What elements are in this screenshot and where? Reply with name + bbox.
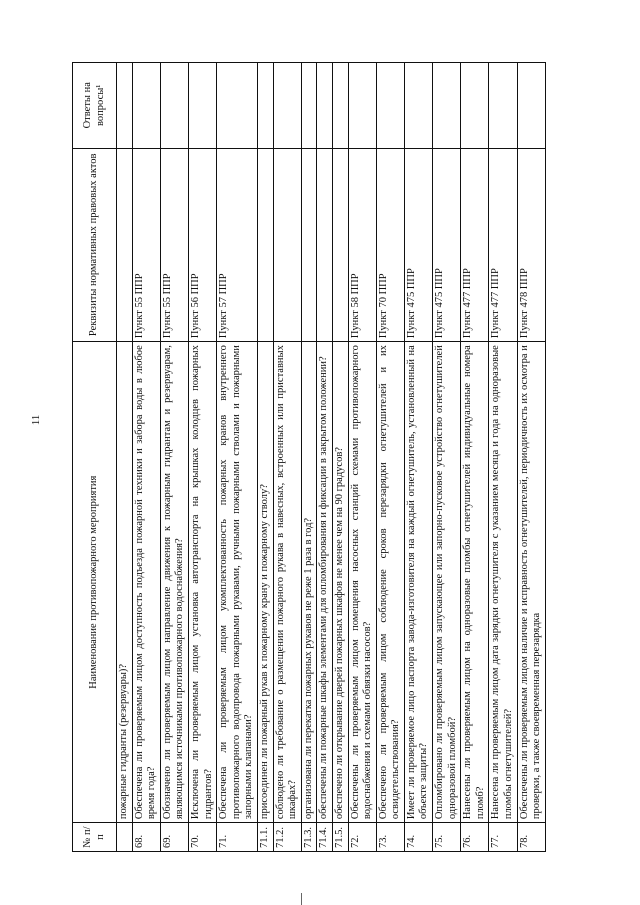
row-answer (404, 63, 432, 149)
table-row (317, 63, 333, 852)
row-measure-name: Обеспечены ли проверяемым лицом помещения насосных станций схемами противопожарного водоснабжения и схемами обвязки насосов? (348, 342, 376, 823)
row-answer (160, 63, 188, 149)
row-number: 74. (404, 823, 432, 852)
row-answer (461, 63, 489, 149)
row-number: 68. (132, 823, 160, 852)
row-legal-reference (301, 148, 317, 342)
row-answer (332, 63, 348, 149)
table-row (404, 63, 432, 852)
row-answer (517, 63, 545, 149)
row-legal-reference: Пункт 477 ППР (489, 148, 517, 342)
header-measure-name: Наименование противопожарного мероприятия (73, 342, 117, 823)
row-measure-name: Обеспечена ли проверяемым лицом доступность подъезда пожарной техники и забора воды в любое время года? (132, 342, 160, 823)
table-row (273, 63, 301, 852)
row-measure-name: Исключена ли проверяемым лицом установка автотранспорта на крышках колодцев пожарных гидрантов? (188, 342, 216, 823)
row-number: 71.5. (332, 823, 348, 852)
row-answer (317, 63, 333, 149)
row-legal-reference: Пункт 478 ППР (517, 148, 545, 342)
row-legal-reference: Пункт 70 ППР (376, 148, 404, 342)
row-answer (257, 63, 273, 149)
row-legal-reference (117, 148, 133, 342)
row-answer (433, 63, 461, 149)
row-number: 71.3. (301, 823, 317, 852)
row-measure-name: Нанесены ли проверяемым лицом на одноразовые пломбы огнетушителей индивидуальные номера пломб? (461, 342, 489, 823)
row-legal-reference (273, 148, 301, 342)
row-measure-name: Нанесена ли проверяемым лицом дата зарядки огнетушителя с указанием месяца и года на одноразовые пломбы огнетушителей? (489, 342, 517, 823)
table-row (217, 63, 258, 852)
page-number: 11 (30, 414, 42, 426)
row-answer (117, 63, 133, 149)
row-measure-name: Обеспечено ли проверяемым лицом соблюдение сроков перезарядки огнетушителей и их освидетельствования? (376, 342, 404, 823)
row-answer (188, 63, 216, 149)
row-number: 76. (461, 823, 489, 852)
row-measure-name: соблюдено ли требование о размещении пожарного рукава в навесных, встроенных или приставных шкафах? (273, 342, 301, 823)
row-number: 78. (517, 823, 545, 852)
table-row (117, 63, 133, 852)
row-legal-reference: Пункт 55 ППР (132, 148, 160, 342)
row-number: 73. (376, 823, 404, 852)
row-number: 75. (433, 823, 461, 852)
row-legal-reference: Пункт 58 ППР (348, 148, 376, 342)
header-legal-reference: Реквизиты нормативных правовых актов (73, 148, 117, 342)
row-legal-reference (257, 148, 273, 342)
row-number: 70. (188, 823, 216, 852)
row-number: 72. (348, 823, 376, 852)
row-answer (273, 63, 301, 149)
row-number (117, 823, 133, 852)
table-row (461, 63, 489, 852)
row-measure-name: Обеспечены ли проверяемым лицом наличие и исправность огнетушителей, периодичность их осмотра и проверки, а также своевременная перезарядка (517, 342, 545, 823)
row-number: 71.2. (273, 823, 301, 852)
row-number: 71.4. (317, 823, 333, 852)
row-measure-name: обеспечены ли пожарные шкафы элементами для опломбирования и фиксации в закрытом положении? (317, 342, 333, 823)
row-number: 69. (160, 823, 188, 852)
table-row (160, 63, 188, 852)
row-legal-reference: Пункт 55 ППР (160, 148, 188, 342)
table-row (433, 63, 461, 852)
row-measure-name: Обозначено ли проверяемым лицом направление движения к пожарным гидрантам и резервуарам, являющимся источниками противопожарного водоснабжения? (160, 342, 188, 823)
header-number: № п/п (73, 823, 117, 852)
table-row (332, 63, 348, 852)
row-measure-name: пожарные гидранты (резервуары)? (117, 342, 133, 823)
row-legal-reference (332, 148, 348, 342)
row-answer (489, 63, 517, 149)
row-measure-name: обеспечено ли открывание дверей пожарных шкафов не менее чем на 90 градусов? (332, 342, 348, 823)
row-answer (217, 63, 258, 149)
row-measure-name: организована ли перекатка пожарных рукавов не реже 1 раза в год? (301, 342, 317, 823)
table-body (117, 63, 546, 852)
table-row (301, 63, 317, 852)
row-legal-reference (317, 148, 333, 342)
row-legal-reference: Пункт 477 ППР (461, 148, 489, 342)
row-measure-name: Обеспечена ли проверяемым лицом укомплектованность пожарных кранов внутреннего противопожарного водопровода пожарными рукавами, ручными пожарными стволами и пожарными запорными клапанами? (217, 342, 258, 823)
table-row (376, 63, 404, 852)
row-legal-reference: Пункт 56 ППР (188, 148, 216, 342)
row-answer (132, 63, 160, 149)
table-row (257, 63, 273, 852)
header-answers: Ответы на вопросы¹ (73, 63, 117, 149)
table-header-row (73, 63, 117, 852)
table-row (489, 63, 517, 852)
checklist-table (72, 62, 546, 852)
row-number: 77. (489, 823, 517, 852)
row-answer (376, 63, 404, 149)
row-answer (348, 63, 376, 149)
table-row (188, 63, 216, 852)
row-measure-name: Имеет ли проверяемое лицо паспорта завода-изготовителя на каждый огнетушитель, установленный на объекте защиты? (404, 342, 432, 823)
row-legal-reference: Пункт 475 ППР (404, 148, 432, 342)
row-legal-reference: Пункт 475 ППР (433, 148, 461, 342)
table-row (132, 63, 160, 852)
row-number: 71.1. (257, 823, 273, 852)
row-measure-name: Опломбировано ли проверяемым лицом запускающее или запорно-пусковое устройство огнетушителей одноразовой пломбой? (433, 342, 461, 823)
table-row (348, 63, 376, 852)
row-answer (301, 63, 317, 149)
rotated-page-content (72, 62, 602, 852)
table-row (517, 63, 545, 852)
row-legal-reference: Пункт 57 ППР (217, 148, 258, 342)
scan-mark (301, 893, 302, 905)
row-measure-name: присоединен ли пожарный рукав к пожарному крану и пожарному стволу? (257, 342, 273, 823)
row-number: 71. (217, 823, 258, 852)
